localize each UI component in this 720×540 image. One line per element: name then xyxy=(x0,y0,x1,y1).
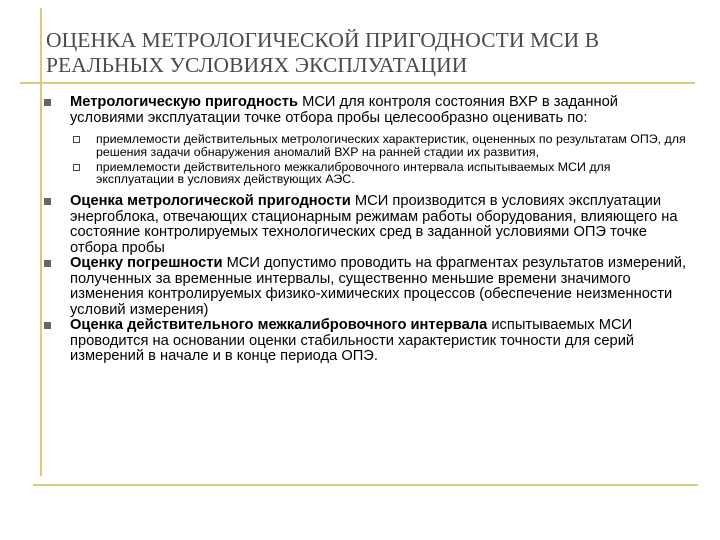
bullet-item xyxy=(40,256,690,318)
bullet-item xyxy=(40,194,690,256)
bullet-text: МСИ допустимо проводить на фрагментах результатов измерений, полученных за временные интервалы, существенно меньшие времени значимого изменения контролируемых физико-химических процессов (обеспечение неизменности условий измерения) xyxy=(70,255,687,318)
sub-bullet-text: приемлемости действительных метрологических характеристик, оцененных по результатам ОПЭ, для решения задачи обнаружения аномалий ВХР на ранней стадии их развития, xyxy=(96,132,686,159)
bullet-text: МСИ производится в условиях эксплуатации энергоблока, отвечающих стационарным режимам работы оборудования, влияющего на состояние контролируемых технологических сред в заданной условиями ОПЭ точке отбора пробы xyxy=(70,193,678,256)
title-underline xyxy=(20,82,695,84)
sub-bullet-item xyxy=(40,161,690,187)
bullet-bold-text: Метрологическую пригодность xyxy=(70,94,298,110)
hollow-square-bullet-icon xyxy=(73,136,80,143)
footer-rule xyxy=(33,484,698,486)
square-bullet-icon xyxy=(44,322,51,329)
square-bullet-icon xyxy=(44,260,51,267)
sub-bullet-item xyxy=(40,133,690,159)
bullet-bold-text: Оценку погрешности xyxy=(70,255,223,272)
square-bullet-icon xyxy=(44,198,51,205)
title-line-1: ОЦЕНКА МЕТРОЛОГИЧЕСКОЙ ПРИГОДНОСТИ МСИ В xyxy=(46,28,600,52)
sub-bullet-text: приемлемости действительного межкалибровочного интервала испытываемых МСИ для эксплуатации в условиях действующих АЭС. xyxy=(96,159,611,187)
slide-title xyxy=(46,28,706,78)
square-bullet-icon xyxy=(44,99,51,106)
bullet-bold-text: Оценка метрологической пригодности xyxy=(70,193,351,210)
bullet-item xyxy=(40,95,690,126)
bullet-bold-text: Оценка действительного межкалибровочного интервала xyxy=(70,317,488,334)
bullet-text: МСИ для контроля состояния ВХР в заданной условиями эксплуатации точке отбора пробы целесообразно оценивать по: xyxy=(70,94,618,126)
hollow-square-bullet-icon xyxy=(73,164,80,171)
sub-list xyxy=(40,133,690,186)
bullet-text: испытываемых МСИ проводится на основании оценки стабильности характеристик точности для серий измерений в начале и в конце периода ОПЭ. xyxy=(70,317,635,365)
title-line-2: РЕАЛЬНЫХ УСЛОВИЯХ ЭКСПЛУАТАЦИИ xyxy=(46,53,468,77)
bullet-item xyxy=(40,318,690,365)
slide-content xyxy=(40,95,690,365)
